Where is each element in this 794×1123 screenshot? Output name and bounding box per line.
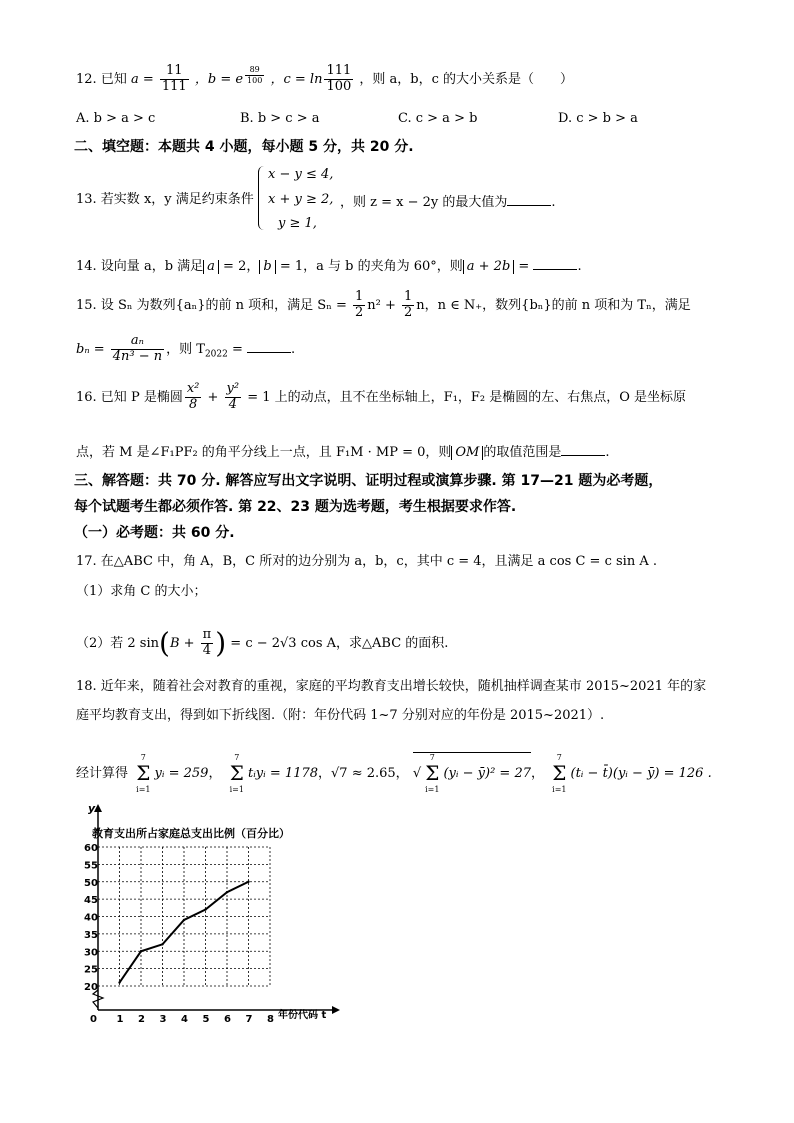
y-tick-label: 25 <box>84 964 98 976</box>
x-tick-label: 3 <box>159 1014 167 1025</box>
section-3-heading: 三、解答题：共 70 分. 解答应写出文字说明、证明过程或演算步骤. 第 17—21 题为必考题， <box>74 473 663 489</box>
q13-constraint-2: x + y ≥ 2, <box>268 192 334 207</box>
y-tick-label: 40 <box>84 912 98 924</box>
q16-stem: 16. 已知 P 是椭圆 $\frac{\text{x²}}{8}$ + $\frac{\text{y²}}{4}$ = 1 上的动点，且不在坐标轴上，F₁，F₂ 是椭圆的左、右焦点，O 是坐标原 <box>76 381 687 412</box>
q18-stem-2: 庭平均教育支出，得到如下折线图.（附：年份代码 1~7 分别对应的年份是 2015~2021）. <box>76 708 605 723</box>
x-axis-arrow <box>332 1006 340 1014</box>
y-tick-label: 20 <box>84 982 98 993</box>
q12-option-c: C. c > a > b <box>398 111 478 126</box>
x-tick-label: 2 <box>138 1014 145 1025</box>
y-tick-label: 30 <box>84 947 98 959</box>
q17-stem: 17. 在△ABC 中，角 A，B，C 所对的边分别为 a，b，c，其中 c = 4，且满足 a cos C = c sin A . <box>76 554 657 569</box>
section-3-subheading: （一）必考题：共 60 分. <box>74 525 235 541</box>
q15-line2: bₙ = $\frac{\text{aₙ}}{\text{4n³ − n}}$ ，则 $T_{2022}$ = . <box>76 333 296 364</box>
x-tick-label: 6 <box>224 1014 231 1025</box>
answer-blank[interactable] <box>561 443 605 456</box>
data-point <box>183 919 185 921</box>
data-point <box>118 981 120 983</box>
q17-part1: （1）求角 C 的大小； <box>76 584 207 599</box>
y-tick-label: 60 <box>84 843 98 854</box>
chart-title: 教育支出所占家庭总支出比例（百分比） <box>92 827 290 840</box>
q14-stem: 14. 设向量 a，b 满足 a = 2， b = 1，a 与 b 的夹角为 60°，则 a + 2b = . <box>76 259 582 274</box>
y-tick-label: 35 <box>84 929 98 941</box>
q13-constraint-1: x − y ≤ 4, <box>268 167 334 182</box>
x-tick-label: 7 <box>245 1014 253 1025</box>
y-tick-label: 50 <box>84 877 98 889</box>
q18-stem-1: 18. 近年来，随着社会对教育的重视，家庭的平均教育支出增长较快，随机抽样调查某市 2015~2021 年的家 <box>76 679 707 694</box>
answer-blank[interactable] <box>247 340 291 353</box>
y-tick-label: 45 <box>84 895 98 907</box>
data-point <box>247 881 249 883</box>
answer-blank[interactable] <box>507 193 551 206</box>
q16-line2: 点，若 M 是∠F₁PF₂ 的角平分线上一点，且 F₁M · MP = 0，则 OM 的取值范围是 . <box>76 445 610 460</box>
q12-stem: 12. 已知 a = $\frac{11}{111}$ ，b = e $^{\frac{89}{100}}$ ，c = ln $\frac{111}{100}$ ，则 a，b，c 的大小关系是（ ） <box>76 63 574 94</box>
data-point <box>226 891 228 893</box>
y-axis-arrow <box>94 804 102 812</box>
answer-blank[interactable] <box>533 257 577 270</box>
x-tick-label: 4 <box>181 1014 188 1025</box>
q12-option-a: A. b > a > c <box>76 111 156 126</box>
x-tick-label: 5 <box>202 1014 210 1025</box>
section-3-heading-2: 每个试题考生都必须作答. 第 22、23 题为选考题，考生根据要求作答. <box>74 499 517 515</box>
section-2-heading: 二、填空题：本题共 4 小题，每小题 5 分，共 20 分. <box>74 139 414 155</box>
fraction: $\frac{111}{100}$ <box>326 63 352 94</box>
q13-prefix: 13. 若实数 x，y 满足约束条件 <box>76 192 254 207</box>
x-axis-label: 年份代码 t <box>278 1010 327 1021</box>
data-point <box>161 943 163 945</box>
q15-stem: 15. 设 Sₙ 为数列{aₙ}的前 n 项和，满足 Sₙ = $\frac{1}{2}$ n² + $\frac{1}{2}$ n，n ∈ N₊，数列{bₙ}的前 n 项和为 Tₙ，满足 <box>76 289 691 320</box>
x-tick-label: 0 <box>90 1014 97 1025</box>
chart-grid <box>98 847 270 986</box>
q17-part2: （2）若 2 sin(B + $\frac{\pi}{4}$ ) = c − 2√3 cos A，求△ABC 的面积. <box>76 626 449 660</box>
constraint-brace <box>258 166 267 230</box>
q12-option-b: B. b > c > a <box>240 111 320 126</box>
q18-calc: 经计算得 7 Σ i=1 yᵢ = 259， 7 Σ i=1 tᵢyᵢ = 1178，√7 ≈ 2.65， √ 7 Σ i=1 (yᵢ − ȳ)² = 27， 7 Σ i=1 (tᵢ − t̄)(yᵢ − ȳ) = 126 . <box>76 753 712 795</box>
data-point <box>140 950 142 952</box>
data-point <box>204 908 206 910</box>
x-tick-label: 8 <box>267 1014 274 1025</box>
y-axis-label: y <box>88 802 96 815</box>
y-tick-label: 55 <box>84 860 98 872</box>
q12-option-d: D. c > b > a <box>558 111 638 126</box>
line-chart <box>70 800 360 1040</box>
q13-suffix: ，则 z = x − 2y 的最大值为 . <box>340 195 556 210</box>
fraction: $\frac{11}{111}$ <box>161 63 187 94</box>
q13-constraint-3: y ≥ 1, <box>278 216 317 231</box>
x-tick-label: 1 <box>116 1014 124 1025</box>
